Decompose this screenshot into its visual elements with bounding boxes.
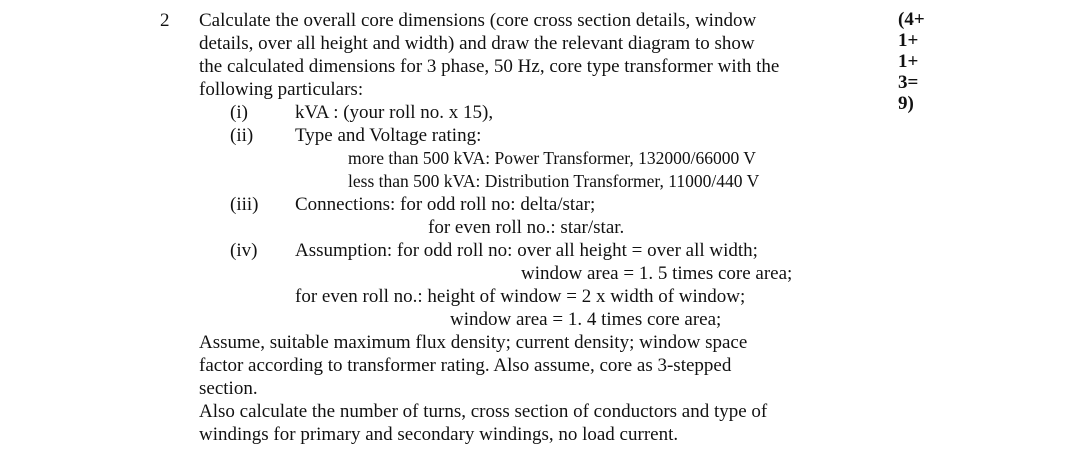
item-label: (i) bbox=[230, 102, 248, 123]
question-body bbox=[199, 9, 889, 446]
item-text: kVA : (your roll no. x 15), bbox=[295, 102, 494, 123]
intro-line: Calculate the overall core dimensions (core cross section details, window bbox=[199, 10, 757, 31]
particular-ii bbox=[199, 124, 889, 147]
intro-line: following particulars: bbox=[199, 79, 364, 100]
item-label: (iii) bbox=[230, 194, 259, 215]
assumption-line: window area = 1. 5 times core area; bbox=[521, 263, 793, 284]
marks-total: 9) bbox=[898, 93, 914, 114]
intro-line: the calculated dimensions for 3 phase, 50 Hz, core type transformer with the bbox=[199, 56, 780, 77]
also-line: Also calculate the number of turns, cross section of conductors and type of bbox=[199, 401, 768, 422]
marks-part: 3= bbox=[898, 72, 919, 93]
item-label: (ii) bbox=[230, 125, 254, 146]
voltage-rating-line: more than 500 kVA: Power Transformer, 132000/66000 V bbox=[348, 148, 756, 168]
item-text: Connections: for odd roll no: delta/star; bbox=[295, 194, 596, 215]
assumption-line: window area = 1. 4 times core area; bbox=[450, 309, 722, 330]
assume-line: Assume, suitable maximum flux density; current density; window space bbox=[199, 332, 748, 353]
assumption-line: for even roll no.: height of window = 2 x width of window; bbox=[295, 286, 746, 307]
question-number: 2 bbox=[160, 10, 170, 31]
particular-iv bbox=[199, 239, 889, 262]
also-line: windings for primary and secondary windings, no load current. bbox=[199, 424, 679, 445]
assume-line: section. bbox=[199, 378, 258, 399]
item-text: Type and Voltage rating: bbox=[295, 125, 482, 146]
marks-part: 1+ bbox=[898, 30, 919, 51]
marks-breakdown bbox=[898, 9, 938, 114]
item-text: Assumption: for odd roll no: over all height = over all width; bbox=[295, 240, 758, 261]
intro-line: details, over all height and width) and draw the relevant diagram to show bbox=[199, 33, 755, 54]
particular-iii bbox=[199, 193, 889, 216]
marks-part: 1+ bbox=[898, 51, 919, 72]
marks-part: (4+ bbox=[898, 9, 925, 30]
particular-i bbox=[199, 101, 889, 124]
assume-line: factor according to transformer rating. Also assume, core as 3-stepped bbox=[199, 355, 732, 376]
connection-line: for even roll no.: star/star. bbox=[428, 217, 625, 238]
item-label: (iv) bbox=[230, 240, 258, 261]
voltage-rating-line: less than 500 kVA: Distribution Transformer, 11000/440 V bbox=[348, 171, 760, 191]
